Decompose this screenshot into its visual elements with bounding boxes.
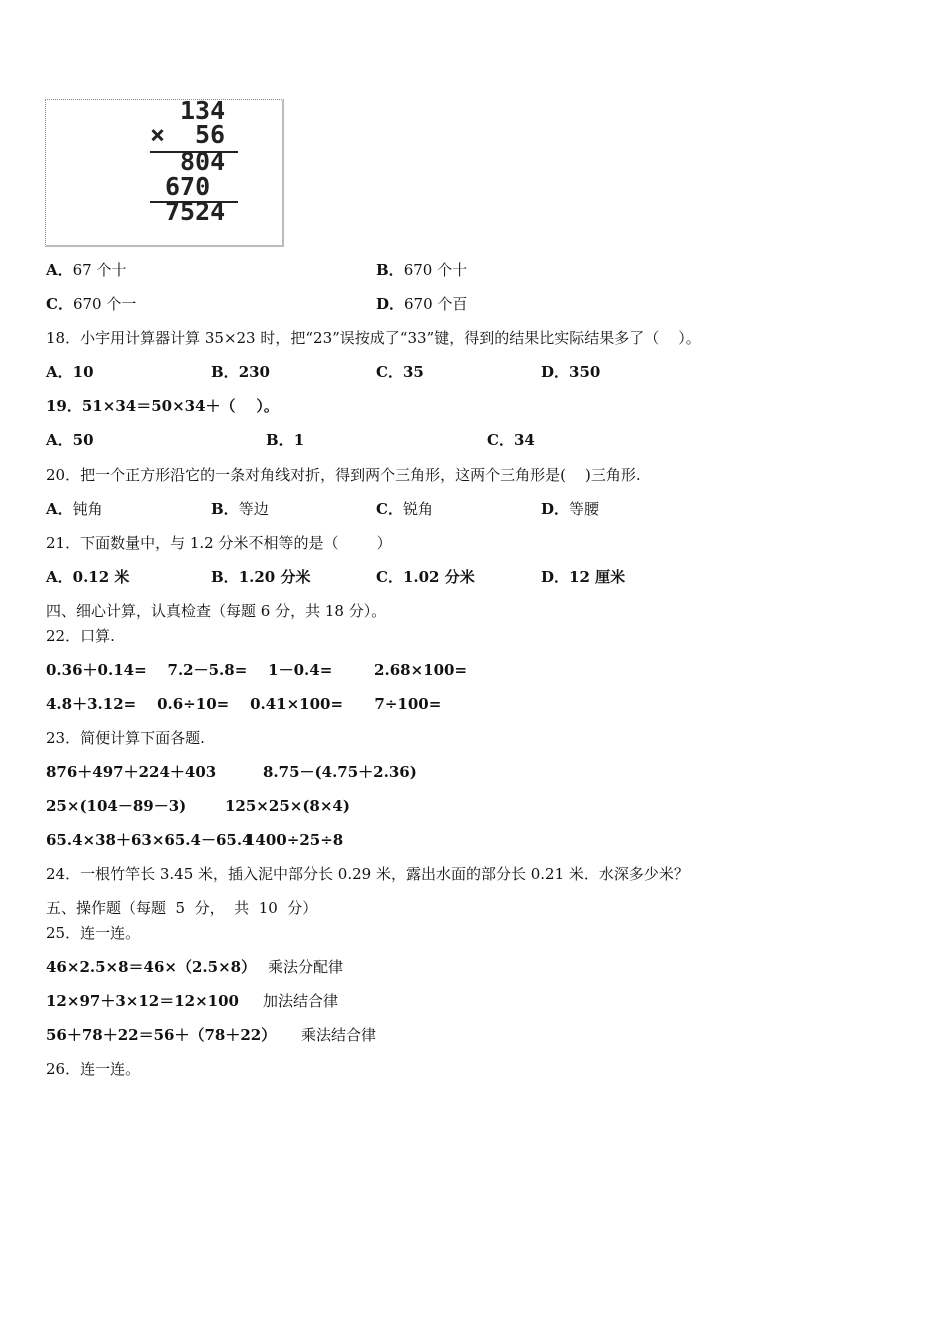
- q20-option-c: C．锐角: [376, 500, 433, 518]
- q23-row-2a: 25×(104－89－3): [46, 797, 187, 815]
- q17-option-c: C．670 个一: [46, 295, 137, 313]
- q18-option-d: D．350: [541, 363, 601, 381]
- q22-row-2: 4.8＋3.12= 0.6÷10= 0.41×100= 7÷100=: [46, 695, 442, 713]
- q23-row-3a: 65.4×38＋63×65.4－65.4: [46, 831, 253, 849]
- fig-partial-1: 804: [180, 147, 226, 176]
- q25-row-1-law: 乘法分配律: [268, 958, 344, 976]
- q25-row-3-law: 乘法结合律: [301, 1026, 377, 1044]
- multiplication-figure: [45, 96, 284, 247]
- q21-option-c: C．1.02 分米: [376, 568, 475, 586]
- fig-times-sign: ×: [150, 120, 166, 149]
- q25-stem: 25．连一连。: [46, 924, 141, 942]
- q22-row-1: 0.36＋0.14= 7.2－5.8= 1－0.4= 2.68×100=: [46, 661, 468, 679]
- q25-row-2-expression: 12×97＋3×12＝12×100: [46, 992, 239, 1010]
- fig-multiplier: 56: [195, 120, 226, 149]
- q18-option-c: C．35: [376, 363, 424, 381]
- q20-option-d: D．等腰: [541, 500, 600, 518]
- q19-option-b: B．1: [266, 431, 305, 449]
- section-4-title: 四、细心计算，认真检查（每题 6 分，共 18 分）。: [46, 602, 387, 620]
- q17-option-d: D．670 个百: [376, 295, 468, 313]
- q20-option-a: A．钝角: [46, 500, 103, 518]
- q23-row-1a: 876＋497＋224＋403: [46, 763, 217, 781]
- q25-row-2-law: 加法结合律: [263, 992, 339, 1010]
- q17-option-a: A．67 个十: [46, 261, 127, 279]
- q26-stem: 26．连一连。: [46, 1060, 141, 1078]
- q19-stem: 19．51×34＝50×34＋（ ）。: [46, 397, 279, 415]
- q24-stem: 24．一根竹竿长 3.45 米，插入泥中部分长 0.29 米，露出水面的部分长 0.21 米．水深多少米？: [46, 865, 689, 883]
- fig-multiplicand: 134: [180, 96, 226, 125]
- q25-row-3-expression: 56＋78＋22＝56＋（78＋22）: [46, 1026, 277, 1044]
- q17-option-b: B．670 个十: [376, 261, 468, 279]
- q23-row-1b: 8.75－(4.75＋2.36): [263, 763, 417, 781]
- q18-stem: 18．小宇用计算器计算 35×23 时，把“23”误按成了“33”键，得到的结果比实际结果多了（ ）。: [46, 329, 701, 347]
- q21-option-a: A．0.12 米: [46, 568, 130, 586]
- fig-product: 7524: [165, 197, 226, 226]
- q23-stem: 23．简便计算下面各题.: [46, 729, 205, 747]
- q19-option-c: C．34: [487, 431, 535, 449]
- q20-option-b: B．等边: [211, 500, 269, 518]
- q23-row-3b: 1400÷25÷8: [245, 831, 344, 849]
- q19-option-a: A．50: [46, 431, 94, 449]
- q21-option-d: D．12 厘米: [541, 568, 626, 586]
- q21-option-b: B．1.20 分米: [211, 568, 311, 586]
- q22-stem: 22．口算.: [46, 627, 115, 645]
- q20-stem: 20．把一个正方形沿它的一条对角线对折，得到两个三角形，这两个三角形是( )三角形.: [46, 466, 641, 484]
- q25-row-1-expression: 46×2.5×8＝46×（2.5×8）: [46, 958, 257, 976]
- q23-row-2b: 125×25×(8×4): [225, 797, 350, 815]
- q18-option-a: A．10: [46, 363, 94, 381]
- q21-stem: 21．下面数量中，与 1.2 分米不相等的是（ ）: [46, 534, 392, 552]
- section-5-title: 五、操作题（每题 5 分， 共 10 分）: [46, 899, 318, 917]
- q18-option-b: B．230: [211, 363, 270, 381]
- fig-partial-2: 670: [165, 172, 211, 201]
